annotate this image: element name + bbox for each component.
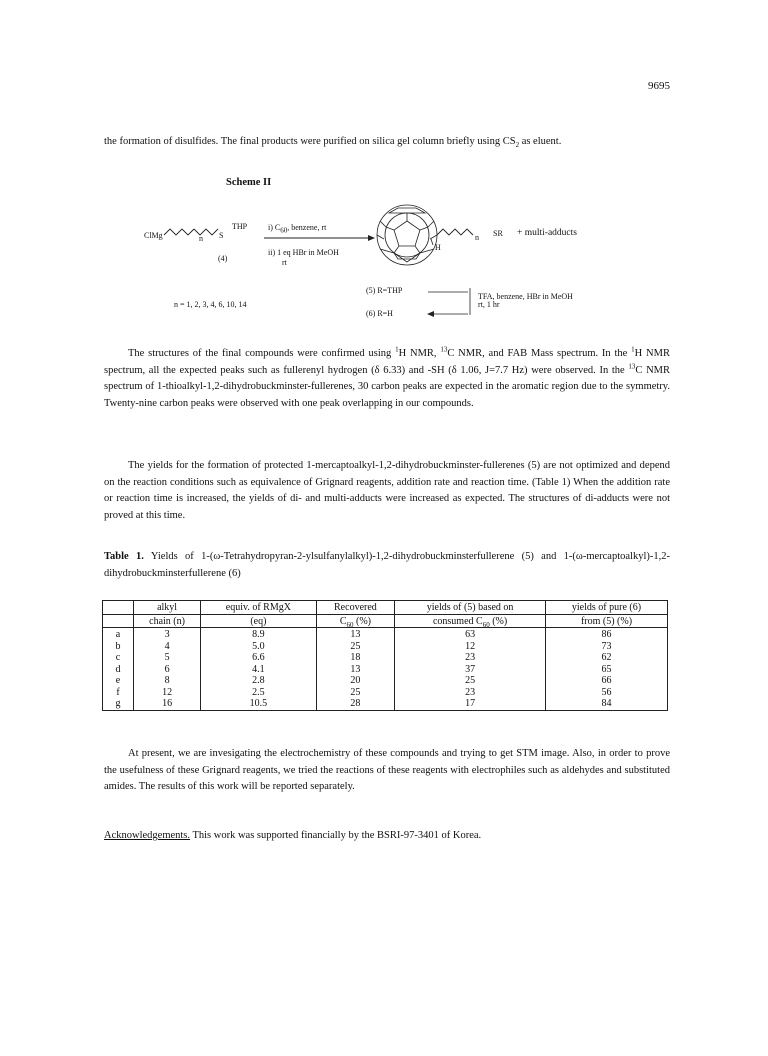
compound-5-label: (5) R=THP xyxy=(366,286,403,295)
table-cell: 20 xyxy=(316,675,395,687)
compound-6-label: (6) R=H xyxy=(366,309,393,318)
table-cell: 63 xyxy=(395,628,546,641)
table-cell: 56 xyxy=(545,687,667,699)
table-header-blank xyxy=(103,601,134,615)
table-cell: 66 xyxy=(545,675,667,687)
table-cell: 10.5 xyxy=(201,698,316,710)
table-header-row-bottom xyxy=(103,614,668,628)
table-cell: 16 xyxy=(134,698,201,710)
table-row xyxy=(103,687,668,699)
table-cell: 13 xyxy=(316,628,395,641)
table-header: yields of (5) based on xyxy=(395,601,546,615)
table-cell: 13 xyxy=(316,664,395,676)
table-cell: 12 xyxy=(134,687,201,699)
table-header-blank xyxy=(103,614,134,628)
table-row xyxy=(103,698,668,710)
paragraph-yields: The yields for the formation of protected 1-mercaptoalkyl-1,2-dihydrobuckminster-fullerenes (5) are not optimized and depend on the reaction conditions such as equivalence of Grignard reagents, addition rate and reaction time. (Table 1) When the addition rate or reaction time is increased, the yields of di- and multi-adducts were increased as expected. The structures of di-adducts were not proved at this time. xyxy=(104,460,670,521)
table-cell: 62 xyxy=(545,652,667,664)
table-cell: 28 xyxy=(316,698,395,710)
reaction-scheme xyxy=(140,195,620,325)
reagent-thp: THP xyxy=(232,222,248,231)
deprotection-conditions: TFA, benzene, HBr in MeOH xyxy=(478,292,573,301)
table-header: alkyl xyxy=(134,601,201,615)
table-cell: 3 xyxy=(134,628,201,641)
table-header: consumed $C_{60}$ (%) xyxy=(395,614,546,628)
table-cell: 84 xyxy=(545,698,667,710)
table-cell: 86 xyxy=(545,628,667,641)
table-cell: 23 xyxy=(395,687,546,699)
reaction-step-ii-rt: rt xyxy=(282,258,287,267)
multi-adducts-label: + multi-adducts xyxy=(517,228,577,238)
table-row xyxy=(103,628,668,641)
table-cell: 73 xyxy=(545,641,667,653)
paragraph-present-work: At present, we are invesigating the electrochemistry of these compounds and trying to get STM image. Also, in order to prove the usefulness of these Grignard reagents, we tried the reactions of these reagents with electrophiles such as aldehydes and substituted amides. The results of this work will be reported separately. xyxy=(104,748,670,792)
table-cell: b xyxy=(103,641,134,653)
reaction-step-ii: ii) 1 eq HBr in MeOH xyxy=(268,248,339,257)
table-cell: e xyxy=(103,675,134,687)
table-cell: 8.9 xyxy=(201,628,316,641)
table-cell: 6 xyxy=(134,664,201,676)
table-cell: a xyxy=(103,628,134,641)
table-cell: 25 xyxy=(316,641,395,653)
yields-table xyxy=(102,600,668,711)
table-cell: 25 xyxy=(316,687,395,699)
table-cell: f xyxy=(103,687,134,699)
table-cell: 2.8 xyxy=(201,675,316,687)
page-number: 9695 xyxy=(648,80,670,92)
table-header: chain (n) xyxy=(134,614,201,628)
reaction-step-i: i) $C_{60}$, benzene, rt xyxy=(268,223,327,235)
table-cell: 6.6 xyxy=(201,652,316,664)
reagent-clmg: ClMg xyxy=(144,231,163,240)
table-cell: d xyxy=(103,664,134,676)
product-h: H xyxy=(435,243,441,252)
paragraph-structures: The structures of the final compounds were confirmed using $^1$H NMR, $^{13}$C NMR, and FAB Mass spectrum. In the $^1$H NMR spectrum, all the expected peaks such as fullerenyl hydrogen (δ 6.33) and -SH (δ 1.06, J=7.7 Hz) were observed. In the $^{13}$C NMR spectrum of 1-thioalkyl-1,2-dihydrobuckminster-fullerenes, 30 carbon peaks are expected in the aromatic region due to the symmetry. Twenty-nine carbon peaks were observed with one peak overlapping in our compounds. xyxy=(104,345,670,409)
table-cell: 25 xyxy=(395,675,546,687)
table-header-row-top xyxy=(103,601,668,615)
table-row xyxy=(103,652,668,664)
table-header: (eq) xyxy=(201,614,316,628)
acknowledgements xyxy=(104,830,481,841)
table-cell: 4 xyxy=(134,641,201,653)
deprotection-time: rt, 1 hr xyxy=(478,300,500,309)
table-header: Recovered xyxy=(316,601,395,615)
reagent-s: S xyxy=(219,231,224,240)
table-cell: 37 xyxy=(395,664,546,676)
table-cell: c xyxy=(103,652,134,664)
table-header: $C_{60}$ (%) xyxy=(316,614,395,628)
table-cell: 4.1 xyxy=(201,664,316,676)
table-header: from (5) (%) xyxy=(545,614,667,628)
table-cell: 23 xyxy=(395,652,546,664)
scheme-title: Scheme II xyxy=(226,177,272,188)
table-cell: 8 xyxy=(134,675,201,687)
table-row xyxy=(103,641,668,653)
table-row xyxy=(103,675,668,687)
table-caption: Table 1. Yields of 1-(ω-Tetrahydropyran-2-ylsulfanylalkyl)-1,2-dihydrobuckminsterfullerene (5) and 1-(ω-mercaptoalkyl)-1,2-dihydrobuckminsterfullerene (6) xyxy=(104,551,670,579)
table-cell: 5 xyxy=(134,652,201,664)
table-caption-label: Table 1. xyxy=(104,551,144,562)
reagent-n: n xyxy=(199,234,203,243)
table-cell: 65 xyxy=(545,664,667,676)
intro-line: the formation of disulfides. The final products were purified on silica gel column briefly using $CS_2$ as eluent. xyxy=(104,136,562,150)
product-n: n xyxy=(475,233,479,242)
table-cell: 12 xyxy=(395,641,546,653)
acknowledgements-label: Acknowledgements. xyxy=(104,830,191,841)
fullerene-icon xyxy=(377,205,437,265)
table-cell: 18 xyxy=(316,652,395,664)
table-header: yields of pure (6) xyxy=(545,601,667,615)
table-cell: 5.0 xyxy=(201,641,316,653)
table-cell: g xyxy=(103,698,134,710)
compound-4-label: (4) xyxy=(218,254,228,263)
table-header: equiv. of RMgX xyxy=(201,601,316,615)
table-row xyxy=(103,664,668,676)
n-values: n = 1, 2, 3, 4, 6, 10, 14 xyxy=(174,300,247,309)
table-cell: 2.5 xyxy=(201,687,316,699)
product-sr: SR xyxy=(493,229,503,238)
acknowledgements-text: This work was supported financially by the BSRI-97-3401 of Korea. xyxy=(190,830,482,841)
table-cell: 17 xyxy=(395,698,546,710)
